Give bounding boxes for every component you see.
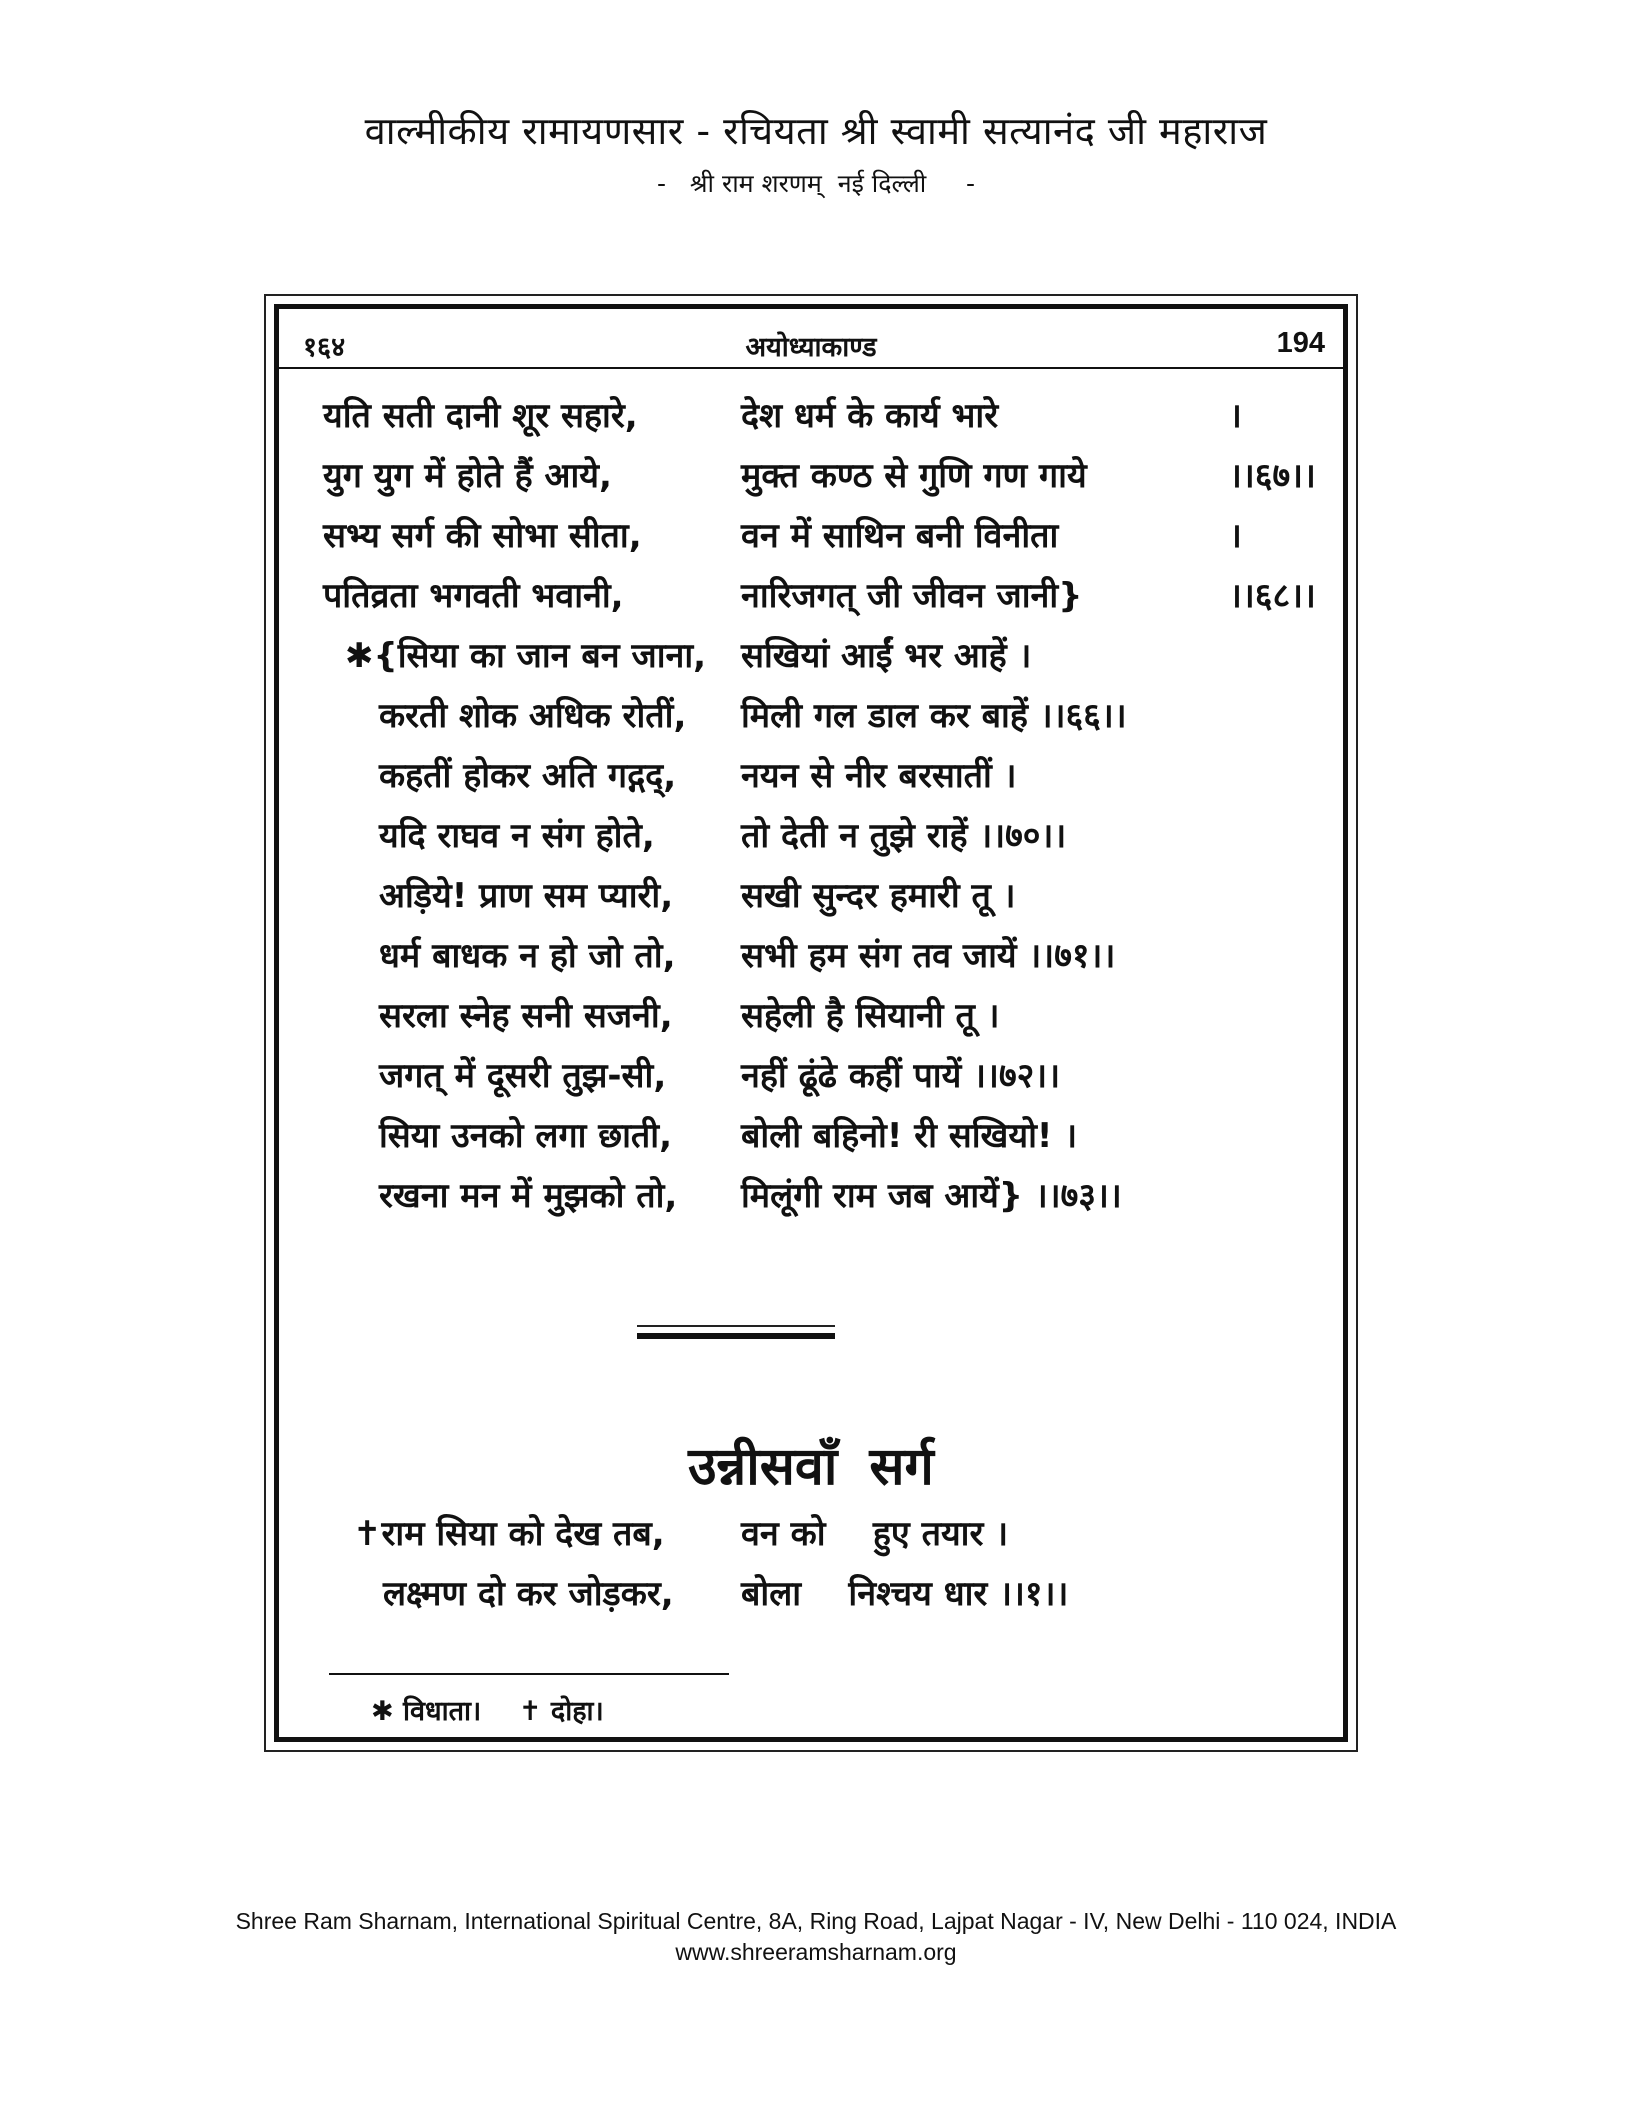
footer-website: www.shreeramsharnam.org	[675, 1939, 957, 1965]
page-number: 194	[1276, 327, 1325, 359]
doha-line	[383, 1569, 1263, 1625]
verse-number: ।	[1229, 516, 1242, 556]
verse-line-second-half: नारिजगत् जी जीवन जानी}	[741, 576, 1083, 616]
verse-line	[323, 511, 1343, 567]
verse-line-second-half: तो देती न तुझे राहें ।।७०।।	[741, 816, 1067, 856]
doha-second-half: वन को हुए तयार ।	[741, 1514, 1009, 1554]
section-separator	[637, 1325, 835, 1339]
verse-line-first-half: पतिव्रता भगवती भवानी,	[323, 576, 624, 616]
verse-number: ।।६८।।	[1229, 576, 1316, 616]
running-head-rule	[279, 367, 1343, 369]
verse-line	[323, 391, 1343, 447]
verse-line-first-half: अड़िये! प्राण सम प्यारी,	[379, 876, 674, 916]
verse-number: ।	[1229, 396, 1242, 436]
verse-line-second-half: सखी सुन्दर हमारी तू ।	[741, 876, 1016, 916]
verse-line-first-half: सरला स्नेह सनी सजनी,	[379, 996, 673, 1036]
verse-line	[323, 571, 1343, 627]
verse-line-first-half: ✱{सिया का जान बन जाना,	[345, 636, 707, 676]
verse-line-first-half: यति सती दानी शूर सहारे,	[323, 396, 638, 436]
doha-second-half: बोला निश्चय धार ।।१।।	[741, 1574, 1069, 1614]
verse-line-first-half: युग युग में होते हैं आये,	[323, 456, 612, 496]
verse-line-second-half: मिलूंगी राम जब आयें} ।।७३।।	[741, 1176, 1122, 1216]
verse-line-second-half: देश धर्म के कार्य भारे	[741, 396, 999, 436]
verse-line	[379, 691, 1259, 747]
verse-line-first-half: रखना मन में मुझको तो,	[379, 1176, 678, 1216]
chapter-title: उन्नीसवाँ सर्ग	[688, 1437, 934, 1497]
doha-line	[353, 1509, 1233, 1565]
verse-line	[379, 1111, 1259, 1167]
verse-line-second-half: सहेली है सियानी तू ।	[741, 996, 1000, 1036]
verse-line-second-half: मुक्त कण्ठ से गुणि गण गाये	[741, 456, 1087, 496]
page-number-devanagari: १६४	[303, 332, 346, 363]
footer-address: Shree Ram Sharnam, International Spiritual Centre, 8A, Ring Road, Lajpat Nagar - IV, New Delhi - 110 024, INDIA	[235, 1908, 1397, 1934]
footnote-rule	[329, 1673, 729, 1675]
page-frame	[264, 294, 1358, 1752]
page-footer	[0, 1906, 1632, 1968]
verse-line-second-half: मिली गल डाल कर बाहें ।।६६।।	[741, 696, 1127, 736]
doha-first-half: लक्ष्मण दो कर जोड़कर,	[383, 1574, 674, 1614]
verse-line-first-half: सभ्य सर्ग की सोभा सीता,	[323, 516, 642, 556]
verse-line	[379, 871, 1259, 927]
verse-line-second-half: सभी हम संग तव जायें ।।७१।।	[741, 936, 1116, 976]
verse-line	[379, 991, 1259, 1047]
verse-line	[379, 811, 1259, 867]
footnote: ✱ विधाता। ✝ दोहा।	[371, 1696, 604, 1727]
section-title: अयोध्याकाण्ड	[745, 332, 877, 363]
verse-line-second-half: वन में साथिन बनी विनीता	[741, 516, 1059, 556]
document-header-title: वाल्मीकीय रामायणसार - रचियता श्री स्वामी सत्यानंद जी महाराज	[364, 109, 1268, 153]
verse-line-first-half: कहतीं होकर अति गद्गद्,	[379, 756, 677, 796]
verse-line-second-half: नहीं ढूंढे कहीं पायें ।।७२।।	[741, 1056, 1061, 1096]
verse-line-first-half: धर्म बाधक न हो जो तो,	[379, 936, 676, 976]
verse-line-first-half: सिया उनको लगा छाती,	[379, 1116, 672, 1156]
verse-line	[323, 451, 1343, 507]
verse-line-second-half: सखियां आईं भर आहें ।	[741, 636, 1032, 676]
verse-number: ।।६७।।	[1229, 456, 1316, 496]
verse-line	[345, 631, 1245, 687]
page-frame-inner	[274, 304, 1348, 1742]
document-header-subtitle: - श्री राम शरणम् नई दिल्ली -	[656, 169, 976, 198]
verse-line	[379, 1171, 1259, 1227]
verse-line	[379, 931, 1259, 987]
verse-line	[379, 751, 1259, 807]
doha-first-half: ✝राम सिया को देख तब,	[353, 1514, 665, 1554]
verse-line-first-half: करती शोक अधिक रोतीं,	[379, 696, 687, 736]
verse-line-first-half: यदि राघव न संग होते,	[379, 816, 655, 856]
verse-line-first-half: जगत् में दूसरी तुझ-सी,	[379, 1056, 667, 1096]
verse-line-second-half: नयन से नीर बरसातीं ।	[741, 756, 1017, 796]
verse-line-second-half: बोली बहिनो! री सखियो! ।	[741, 1116, 1078, 1156]
running-head	[291, 327, 1331, 367]
verse-line	[379, 1051, 1259, 1107]
